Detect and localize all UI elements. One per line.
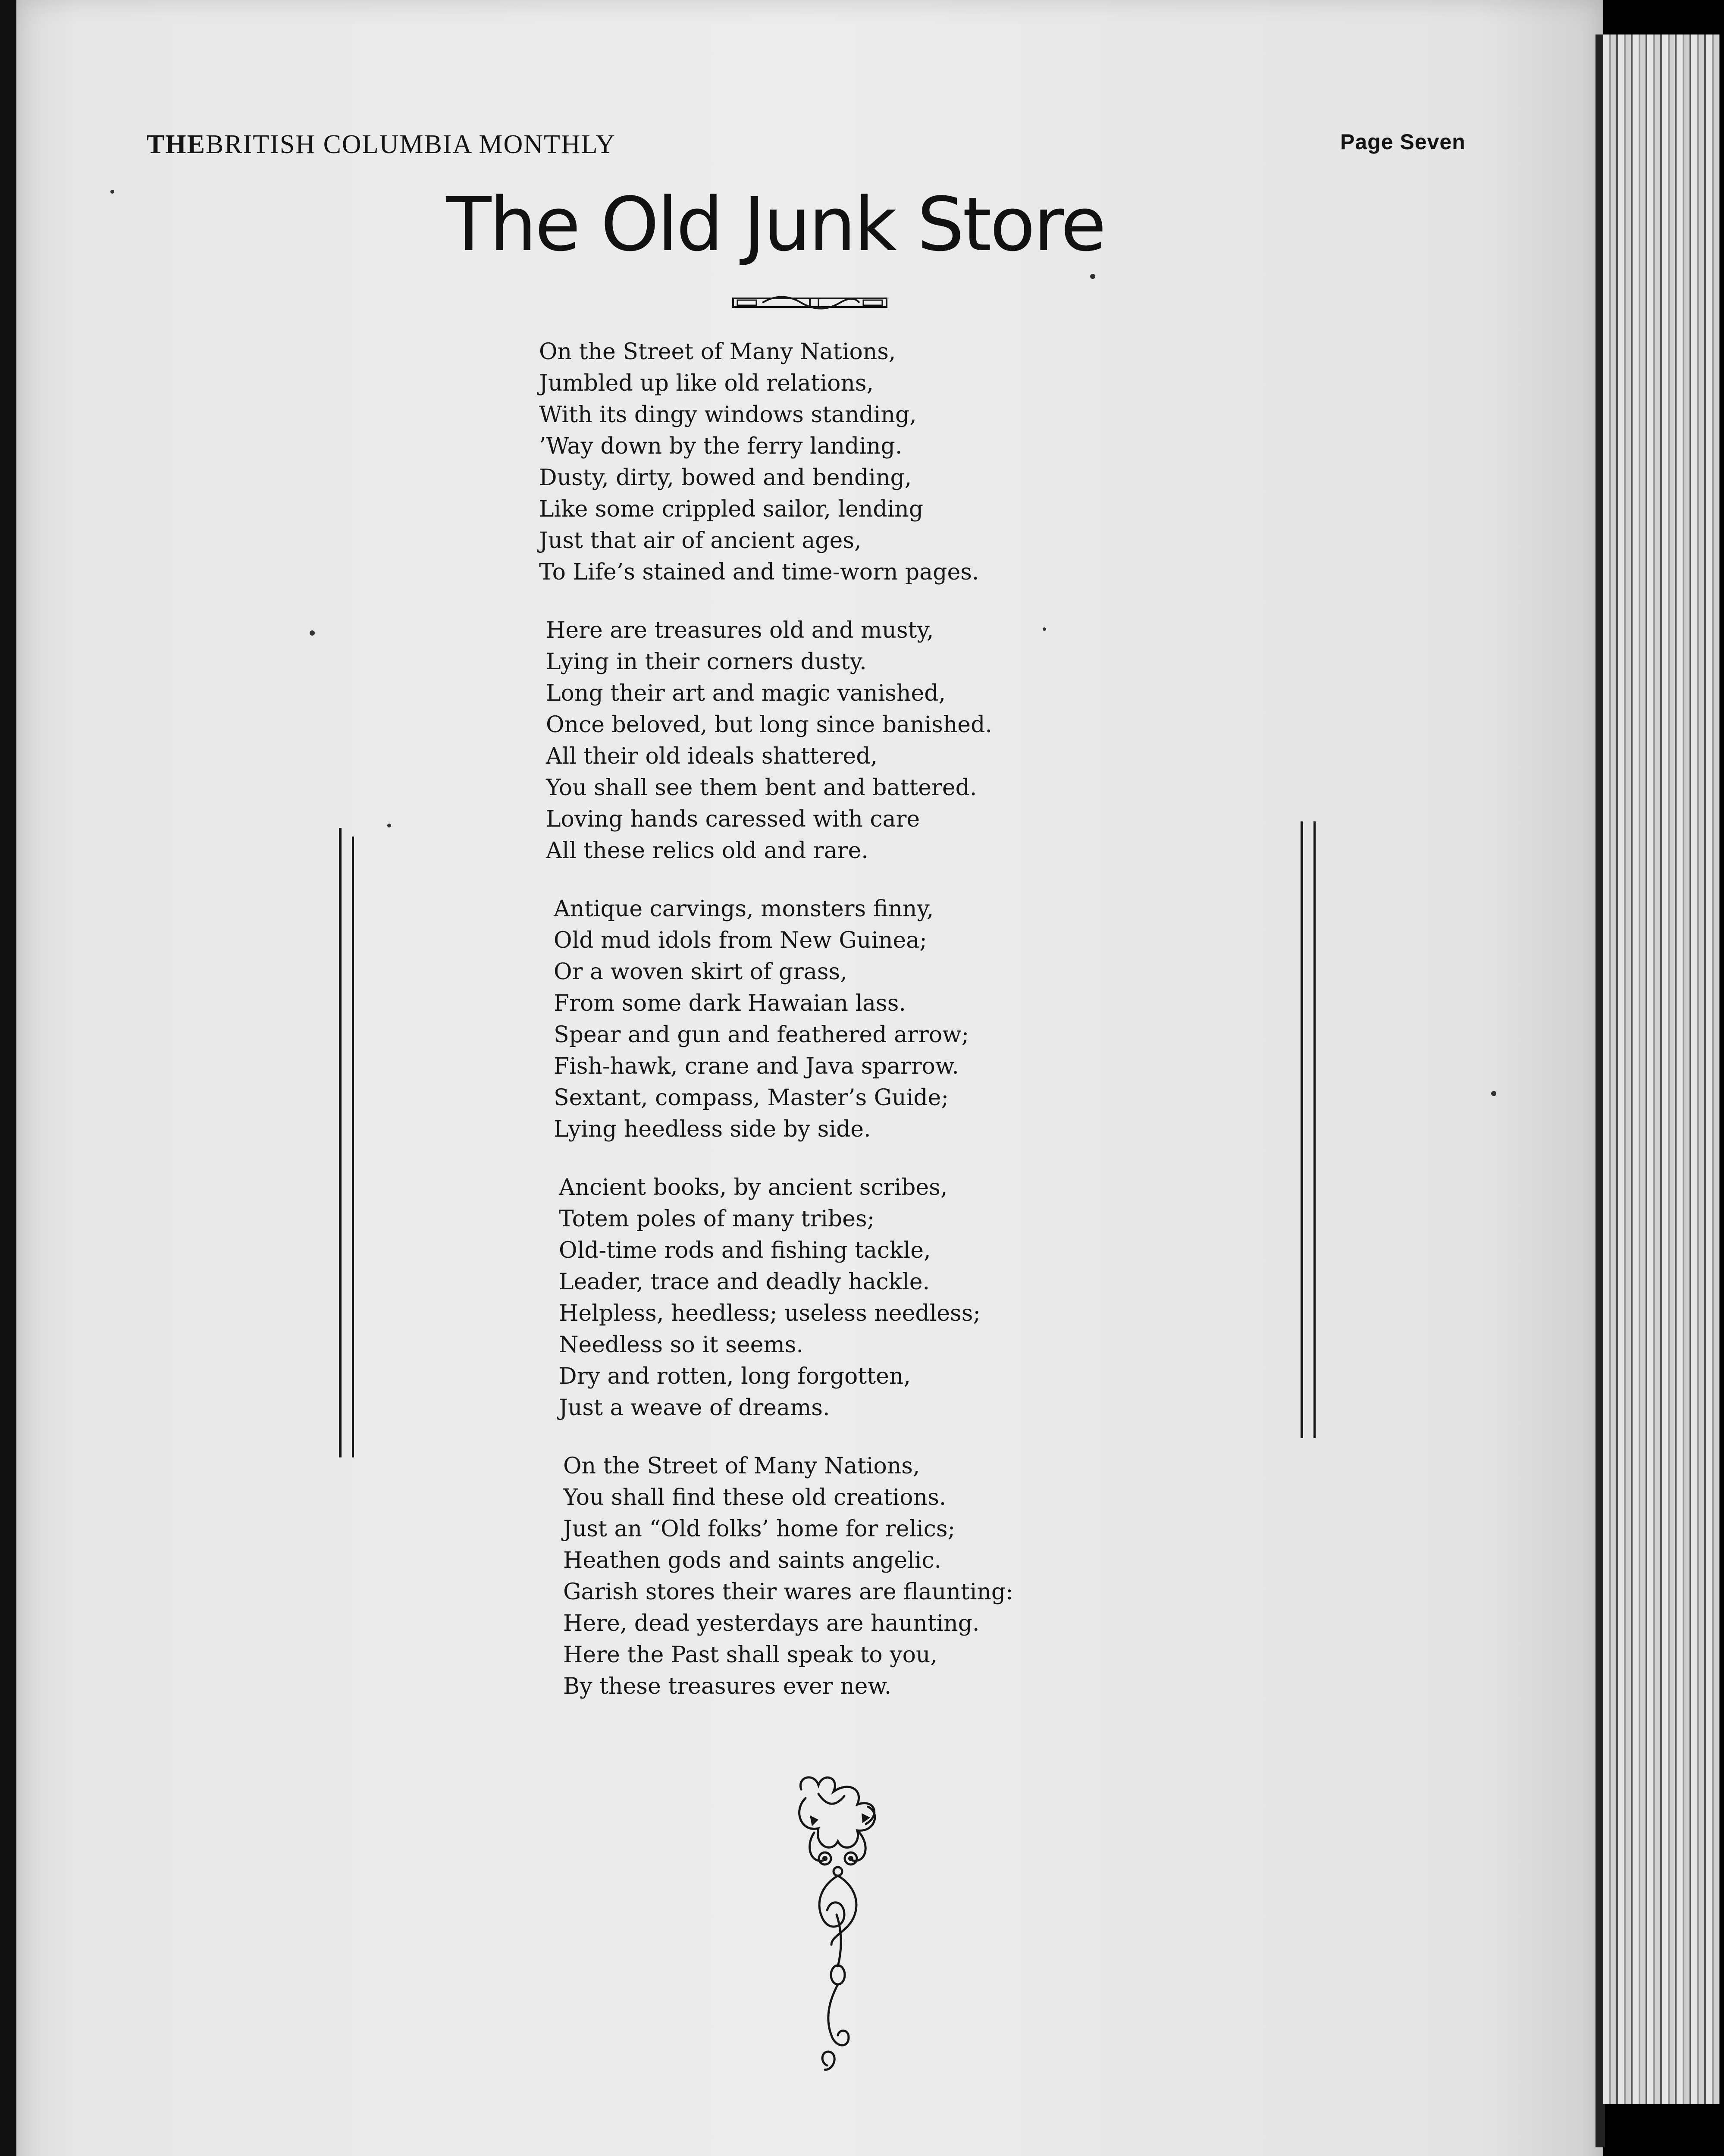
poem-line: Sextant, compass, Master’s Guide; bbox=[554, 1085, 949, 1111]
poem-line: Dusty, dirty, bowed and bending, bbox=[539, 465, 912, 491]
poem-line: Garish stores their wares are flaunting: bbox=[563, 1579, 1013, 1605]
poem-line: Or a woven skirt of grass, bbox=[554, 959, 847, 985]
poem-line: Just an “Old folks’ home for relics; bbox=[563, 1516, 956, 1542]
poem-line: Needless so it seems. bbox=[559, 1332, 803, 1358]
journal-name: BRITISH COLUMBIA MONTHLY bbox=[205, 130, 616, 159]
poem-line: All these relics old and rare. bbox=[546, 838, 868, 864]
stacked-page-edges bbox=[1603, 34, 1720, 2104]
poem-line: Helpless, heedless; useless needless; bbox=[559, 1300, 981, 1326]
poem-line: On the Street of Many Nations, bbox=[563, 1453, 920, 1479]
poem-line: Just that air of ancient ages, bbox=[539, 528, 862, 554]
poem-line: With its dingy windows standing, bbox=[539, 402, 917, 428]
poem-line: Here are treasures old and musty, bbox=[546, 617, 934, 643]
poem-line: Just a weave of dreams. bbox=[559, 1395, 830, 1421]
poem-stanza bbox=[563, 1451, 1078, 1702]
poem-line: Old mud idols from New Guinea; bbox=[554, 928, 927, 953]
poem-line: You shall find these old creations. bbox=[563, 1485, 947, 1510]
poem-line: You shall see them bent and battered. bbox=[546, 775, 977, 801]
print-speck bbox=[1491, 1091, 1496, 1096]
poem-stanza bbox=[559, 1172, 1078, 1424]
print-speck bbox=[1090, 274, 1095, 279]
poem-line: From some dark Hawaian lass. bbox=[554, 990, 906, 1016]
journal-prefix: THE bbox=[147, 130, 206, 159]
facing-page-edge bbox=[0, 0, 16, 2156]
poem-line: By these treasures ever new. bbox=[563, 1673, 892, 1699]
poem-line: Totem poles of many tribes; bbox=[559, 1206, 875, 1232]
print-speck bbox=[387, 824, 391, 827]
poem-line: Ancient books, by ancient scribes, bbox=[559, 1175, 948, 1200]
poem-line: To Life’s stained and time-worn pages. bbox=[539, 559, 979, 585]
page-number: Page Seven bbox=[1340, 130, 1466, 154]
magazine-page bbox=[16, 0, 1603, 2156]
poem-line: Here, dead yesterdays are haunting. bbox=[563, 1611, 980, 1636]
poem-line: Fish-hawk, crane and Java sparrow. bbox=[554, 1053, 959, 1079]
poem-body bbox=[539, 336, 1078, 1729]
poem-stanza bbox=[554, 893, 1078, 1145]
poem-line: Dry and rotten, long forgotten, bbox=[559, 1363, 911, 1389]
decorative-rule-left bbox=[339, 828, 342, 1457]
print-speck bbox=[110, 190, 114, 194]
poem-line: Heathen gods and saints angelic. bbox=[563, 1548, 942, 1573]
decorative-rule-left bbox=[352, 837, 354, 1457]
poem-line: Leader, trace and deadly hackle. bbox=[559, 1269, 930, 1295]
poem-line: ’Way down by the ferry landing. bbox=[539, 433, 903, 459]
poem-line: Loving hands caressed with care bbox=[546, 806, 920, 832]
poem-line: Old-time rods and fishing tackle, bbox=[559, 1238, 931, 1263]
print-speck bbox=[1043, 627, 1046, 631]
poem-line: Like some crippled sailor, lending bbox=[539, 496, 924, 522]
decorative-rule-right bbox=[1301, 821, 1303, 1438]
poem-stanza bbox=[539, 336, 1078, 588]
floral-tailpiece-icon bbox=[788, 1772, 887, 2074]
print-speck bbox=[310, 630, 315, 636]
poem-line: On the Street of Many Nations, bbox=[539, 339, 896, 365]
running-head-journal bbox=[147, 129, 616, 160]
scroll-bar-divider-icon bbox=[732, 293, 887, 312]
poem-line: Jumbled up like old relations, bbox=[539, 370, 874, 396]
poem-title: The Old Junk Store bbox=[446, 181, 1105, 268]
poem-line: Once beloved, but long since banished. bbox=[546, 712, 992, 738]
poem-line: Antique carvings, monsters finny, bbox=[554, 896, 934, 922]
poem-line: Lying in their corners dusty. bbox=[546, 649, 867, 675]
poem-line: All their old ideals shattered, bbox=[546, 743, 878, 769]
poem-line: Lying heedless side by side. bbox=[554, 1116, 871, 1142]
decorative-rule-right bbox=[1313, 821, 1316, 1438]
poem-line: Spear and gun and feathered arrow; bbox=[554, 1022, 969, 1048]
poem-line: Here the Past shall speak to you, bbox=[563, 1642, 937, 1668]
poem-line: Long their art and magic vanished, bbox=[546, 680, 946, 706]
poem-stanza bbox=[546, 615, 1078, 867]
